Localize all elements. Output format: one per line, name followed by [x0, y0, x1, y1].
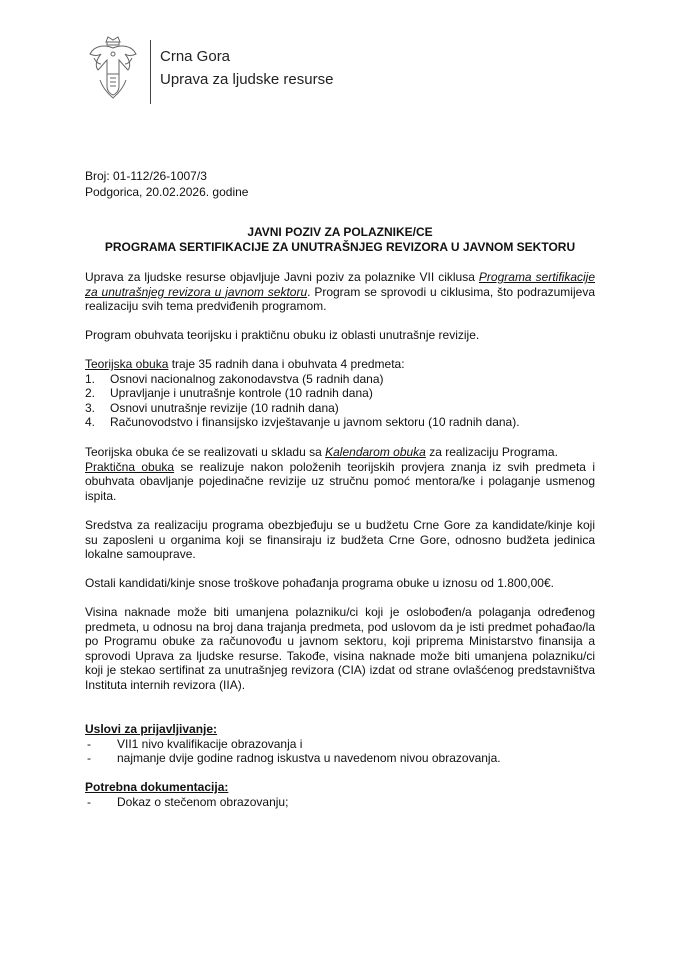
list-item: [85, 415, 595, 430]
place-date: Podgorica, 20.02.2026. godine: [85, 185, 249, 199]
documents-section: [85, 780, 595, 809]
scope-section: [85, 328, 595, 343]
practical-label: Praktična obuka: [85, 459, 175, 474]
conditions-list: [85, 737, 595, 766]
condition-text: najmanje dvije godine radnog iskustva u navedenom nivou obrazovanja.: [117, 751, 501, 765]
calendar-text-start: Teorijska obuka će se realizovati u skladu sa: [85, 445, 326, 459]
reduction-section: [85, 605, 595, 692]
practical-section: [85, 445, 595, 503]
documents-list: [85, 795, 595, 810]
subject-text: Upravljanje i unutrašnje kontrole (10 radnih dana): [110, 386, 373, 400]
theory-label: Teorijska obuka: [85, 357, 169, 371]
scope-paragraph: Program obuhvata teorijsku i praktičnu obuku iz oblasti unutrašnje revizije.: [85, 328, 480, 342]
reduction-paragraph: Visina naknade može biti umanjena polazniku/ci koji je oslobođen/a polaganja određenog predmeta, u odnosu na broj dana trajanja predmeta, pod uslovom da je isti predmet pohađao/la po Programu obuke za računovođu u javnom sektoru, koji priprema Ministarstvo finansija a sprovodi Uprava za ljudske resurse. Takođe, visina naknade može biti umanjena polazniku/ci koji je stekao sertifinat za unutrašnjeg revizora (CIA) izdat od strane ovlašćenog predstavništva Instituta internih revizora (IIA).: [85, 605, 595, 692]
coat-of-arms-icon: [86, 34, 140, 102]
theory-intro: [85, 357, 595, 372]
calendar-text-end: za realizaciju Programa.: [425, 445, 558, 459]
subject-text: Računovodstvo i finansijsko izvještavanje u javnom sektoru (10 radnih dana).: [110, 415, 520, 429]
list-number: 4.: [85, 415, 96, 429]
intro-text-end: . Program se sprovodi u ciklusima, što podrazumijeva realizaciju svih tema predviđenih programom.: [85, 284, 595, 313]
costs-section: [85, 576, 595, 591]
list-number: 3.: [85, 400, 96, 415]
list-number: 2.: [85, 386, 96, 400]
intro-text-start: Uprava za ljudske resurse objavljuje Javni poziv za polaznike VII ciklusa: [85, 270, 479, 284]
list-item: [85, 795, 595, 810]
country-name: Crna Gora: [160, 48, 231, 65]
subject-text: Osnovi nacionalnog zakonodavstva (5 radnih dana): [110, 371, 384, 386]
dash-bullet: -: [87, 751, 91, 765]
calendar-reference: Kalendarom obuka: [325, 445, 426, 459]
dash-bullet: -: [87, 736, 91, 751]
conditions-section: [85, 722, 595, 766]
subject-list: [85, 372, 595, 430]
list-number: 1.: [85, 371, 96, 386]
list-item: [85, 386, 595, 401]
title-line-1: JAVNI POZIV ZA POLAZNIKE/CE: [247, 225, 433, 239]
subject-text: Osnovi unutrašnje revizije (10 radnih dana): [110, 400, 339, 415]
title-line-2: PROGRAMA SERTIFIKACIJE ZA UNUTRAŠNJEG REVIZORA U JAVNOM SEKTORU: [104, 240, 576, 254]
conditions-heading: Uslovi za prijavljivanje:: [85, 722, 218, 736]
list-item: [85, 737, 595, 752]
document-text: Dokaz o stečenom obrazovanju;: [117, 794, 289, 809]
document-title: [85, 225, 595, 255]
intro-section: [85, 270, 595, 314]
list-item: [85, 401, 595, 416]
intro-paragraph: [85, 270, 595, 314]
costs-paragraph: Ostali kandidati/kinje snose troškove pohađanja programa obuke u iznosu od 1.800,00€.: [85, 576, 554, 590]
practical-text: se realizuje nakon položenih teorijskih provjera znanja iz svih predmeta i obuhvata obavljanje pojedinačne revizije uz stručnu pomoć mentora/ke i polaganje usmenog ispita.: [85, 459, 595, 503]
institution-name: Uprava za ljudske resurse: [160, 71, 334, 88]
program-reference: Programa sertifikacije za unutrašnjeg revizora u javnom sektoru: [85, 270, 595, 299]
theory-text: traje 35 radnih dana i obuhvata 4 predmeta:: [168, 357, 405, 371]
dash-bullet: -: [87, 794, 91, 809]
header-divider: [150, 40, 151, 104]
funding-section: [85, 518, 595, 562]
list-item: [85, 372, 595, 387]
theory-section: [85, 357, 595, 430]
document-meta: [85, 168, 248, 200]
documents-heading: Potrebna dokumentacija:: [85, 780, 229, 794]
funding-paragraph: Sredstva za realizaciju programa obezbjeđuju se u budžetu Crne Gore za kandidate/kinje koji su zaposleni u organima koji se finansiraju iz budžeta Crne Gore, odnosno budžeta jedinica lokalne samouprave.: [85, 518, 595, 561]
practical-paragraph: [85, 460, 595, 504]
calendar-paragraph: [85, 445, 595, 460]
document-number: Broj: 01-112/26-1007/3: [85, 169, 207, 183]
list-item: [85, 751, 595, 766]
institution-block: [160, 45, 333, 91]
condition-text: VII1 nivo kvalifikacije obrazovanja i: [117, 736, 303, 751]
